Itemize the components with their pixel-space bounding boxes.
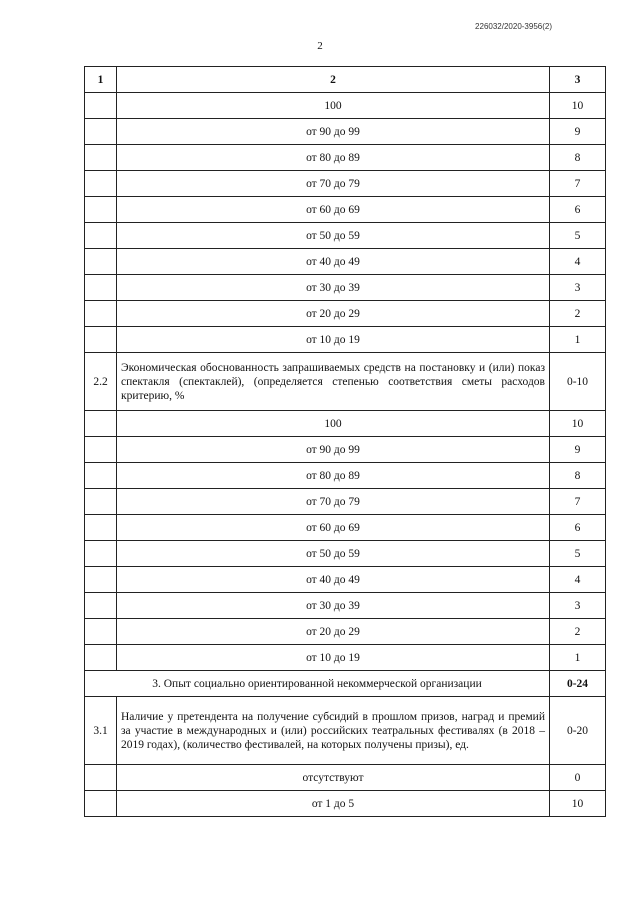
range-cell: 100 xyxy=(117,411,550,437)
criterion-text: Экономическая обоснованность запрашиваемых средств на постановку и (или) показ спектакля (спектаклей), (определяется степенью соответствия сметы расходов критерию, % xyxy=(117,353,550,411)
score-cell: 7 xyxy=(550,489,606,515)
score-cell: 0 xyxy=(550,765,606,791)
score-cell: 3 xyxy=(550,593,606,619)
empty-cell xyxy=(85,541,117,567)
empty-cell xyxy=(85,645,117,671)
score-cell: 2 xyxy=(550,301,606,327)
score-cell: 4 xyxy=(550,249,606,275)
table-row xyxy=(85,765,606,791)
criterion-number: 3.1 xyxy=(85,697,117,765)
range-cell: от 10 до 19 xyxy=(117,645,550,671)
table-row xyxy=(85,463,606,489)
criterion-number: 2.2 xyxy=(85,353,117,411)
criterion-text: Наличие у претендента на получение субсидий в прошлом призов, наград и премий за участие в международных и (или) российских театральных фестивалях (в 2018 – 2019 годах), (количество фестивалей, на которых получены призы), ед. xyxy=(117,697,550,765)
empty-cell xyxy=(85,489,117,515)
range-cell: от 30 до 39 xyxy=(117,593,550,619)
criterion-score: 0-20 xyxy=(550,697,606,765)
score-cell: 8 xyxy=(550,463,606,489)
range-cell: от 80 до 89 xyxy=(117,145,550,171)
criterion-score: 0-10 xyxy=(550,353,606,411)
empty-cell xyxy=(85,119,117,145)
empty-cell xyxy=(85,249,117,275)
table-row xyxy=(85,275,606,301)
range-cell: от 80 до 89 xyxy=(117,463,550,489)
table-row xyxy=(85,327,606,353)
range-cell: от 50 до 59 xyxy=(117,541,550,567)
section-row xyxy=(85,671,606,697)
empty-cell xyxy=(85,515,117,541)
score-cell: 9 xyxy=(550,119,606,145)
empty-cell xyxy=(85,301,117,327)
table-row xyxy=(85,119,606,145)
empty-cell xyxy=(85,327,117,353)
section-score: 0-24 xyxy=(550,671,606,697)
score-cell: 1 xyxy=(550,645,606,671)
range-cell: от 20 до 29 xyxy=(117,619,550,645)
empty-cell xyxy=(85,567,117,593)
table-row xyxy=(85,249,606,275)
empty-cell xyxy=(85,171,117,197)
score-cell: 2 xyxy=(550,619,606,645)
table-row xyxy=(85,489,606,515)
header-col-1: 1 xyxy=(85,67,117,93)
range-cell: от 90 до 99 xyxy=(117,119,550,145)
section-title: 3. Опыт социально ориентированной некоммерческой организации xyxy=(85,671,550,697)
table-row xyxy=(85,567,606,593)
table-row xyxy=(85,791,606,817)
score-cell: 1 xyxy=(550,327,606,353)
score-cell: 10 xyxy=(550,791,606,817)
empty-cell xyxy=(85,411,117,437)
empty-cell xyxy=(85,223,117,249)
table-row xyxy=(85,171,606,197)
score-cell: 5 xyxy=(550,223,606,249)
range-cell: от 70 до 79 xyxy=(117,489,550,515)
table-header-row xyxy=(85,67,606,93)
range-cell: от 60 до 69 xyxy=(117,197,550,223)
table-row xyxy=(85,411,606,437)
range-cell: отсутствуют xyxy=(117,765,550,791)
criterion-row xyxy=(85,353,606,411)
range-cell: от 40 до 49 xyxy=(117,249,550,275)
range-cell: от 1 до 5 xyxy=(117,791,550,817)
table-row xyxy=(85,515,606,541)
table-row xyxy=(85,93,606,119)
empty-cell xyxy=(85,145,117,171)
table-row xyxy=(85,437,606,463)
range-cell: от 30 до 39 xyxy=(117,275,550,301)
empty-cell xyxy=(85,619,117,645)
criteria-table xyxy=(84,66,606,817)
empty-cell xyxy=(85,437,117,463)
table-row xyxy=(85,301,606,327)
score-cell: 3 xyxy=(550,275,606,301)
empty-cell xyxy=(85,275,117,301)
score-cell: 8 xyxy=(550,145,606,171)
table-row xyxy=(85,541,606,567)
empty-cell xyxy=(85,197,117,223)
table-row xyxy=(85,145,606,171)
table-row xyxy=(85,197,606,223)
page-number: 2 xyxy=(317,40,323,52)
score-cell: 5 xyxy=(550,541,606,567)
score-cell: 6 xyxy=(550,515,606,541)
empty-cell xyxy=(85,791,117,817)
range-cell: от 10 до 19 xyxy=(117,327,550,353)
table-row xyxy=(85,645,606,671)
score-cell: 10 xyxy=(550,93,606,119)
score-cell: 9 xyxy=(550,437,606,463)
empty-cell xyxy=(85,593,117,619)
range-cell: от 60 до 69 xyxy=(117,515,550,541)
score-cell: 4 xyxy=(550,567,606,593)
table-row xyxy=(85,593,606,619)
empty-cell xyxy=(85,93,117,119)
empty-cell xyxy=(85,765,117,791)
range-cell: 100 xyxy=(117,93,550,119)
range-cell: от 20 до 29 xyxy=(117,301,550,327)
header-col-2: 2 xyxy=(117,67,550,93)
range-cell: от 50 до 59 xyxy=(117,223,550,249)
criterion-row xyxy=(85,697,606,765)
table-row xyxy=(85,619,606,645)
score-cell: 6 xyxy=(550,197,606,223)
range-cell: от 70 до 79 xyxy=(117,171,550,197)
header-col-3: 3 xyxy=(550,67,606,93)
score-cell: 7 xyxy=(550,171,606,197)
range-cell: от 40 до 49 xyxy=(117,567,550,593)
range-cell: от 90 до 99 xyxy=(117,437,550,463)
empty-cell xyxy=(85,463,117,489)
document-number: 226032/2020-3956(2) xyxy=(475,22,552,31)
score-cell: 10 xyxy=(550,411,606,437)
table-row xyxy=(85,223,606,249)
